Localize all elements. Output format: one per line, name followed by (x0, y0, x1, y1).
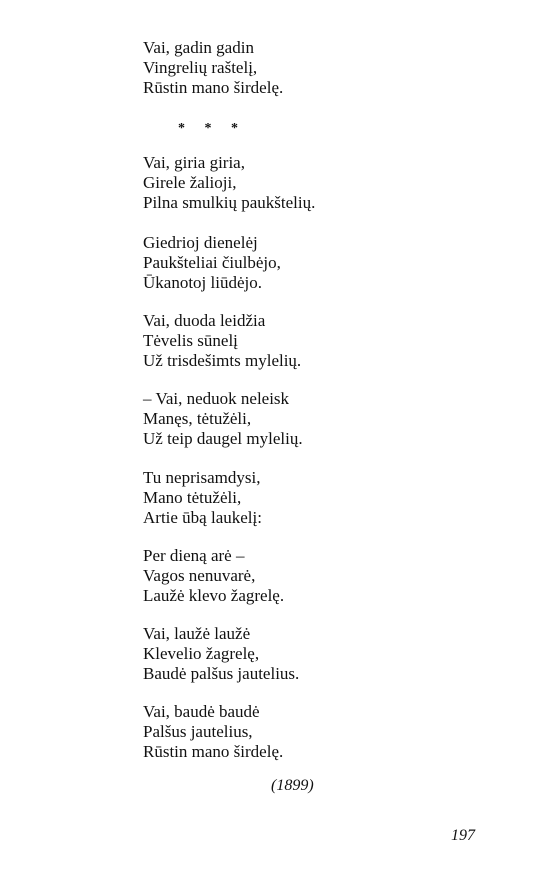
poem-line: Palšus jautelius, (143, 722, 253, 741)
poem-line: Mano tėtužėli, (143, 488, 242, 507)
poem-line: Baudė palšus jautelius. (143, 664, 300, 683)
poem-line: Tėvelis sūnelį (143, 331, 238, 350)
poem-line: Girele žalioji, (143, 173, 237, 192)
poem-line: Pilna smulkių paukštelių. (143, 193, 316, 212)
poem-line: Vingrelių raštelį, (143, 58, 258, 77)
section-separator: * * * (178, 121, 246, 136)
poem-line: Vai, laužė laužė (143, 624, 251, 643)
poem-line: Vagos nenuvarė, (143, 566, 256, 585)
poem-line: Tu neprisamdysi, (143, 468, 261, 487)
poem-line: Už trisdešimts mylelių. (143, 351, 302, 370)
page-number: 197 (451, 827, 475, 844)
poem-line: Laužė klevo žagrelę. (143, 586, 285, 605)
poem-date: (1899) (271, 777, 314, 794)
poem-line: Klevelio žagrelę, (143, 644, 260, 663)
poem-line: Už teip daugel mylelių. (143, 429, 303, 448)
poem-line: Manęs, tėtužėli, (143, 409, 252, 428)
poem-line: Vai, gadin gadin (143, 38, 254, 57)
poem-line: Vai, giria giria, (143, 153, 245, 172)
poem-line: Ūkanotoj liūdėjo. (143, 273, 262, 292)
poem-line: Vai, baudė baudė (143, 702, 260, 721)
poem-line: Per dieną arė – (143, 546, 245, 565)
poem-line: Paukšteliai čiulbėjo, (143, 253, 281, 272)
poem-line: Artie ūbą laukelį: (143, 508, 262, 527)
poem-line: Giedrioj dienelėj (143, 233, 258, 252)
poem-line: Rūstin mano širdelę. (143, 78, 284, 97)
poem-line: Rūstin mano širdelę. (143, 742, 284, 761)
poem-line: – Vai, neduok neleisk (143, 389, 290, 408)
poem-line: Vai, duoda leidžia (143, 311, 266, 330)
